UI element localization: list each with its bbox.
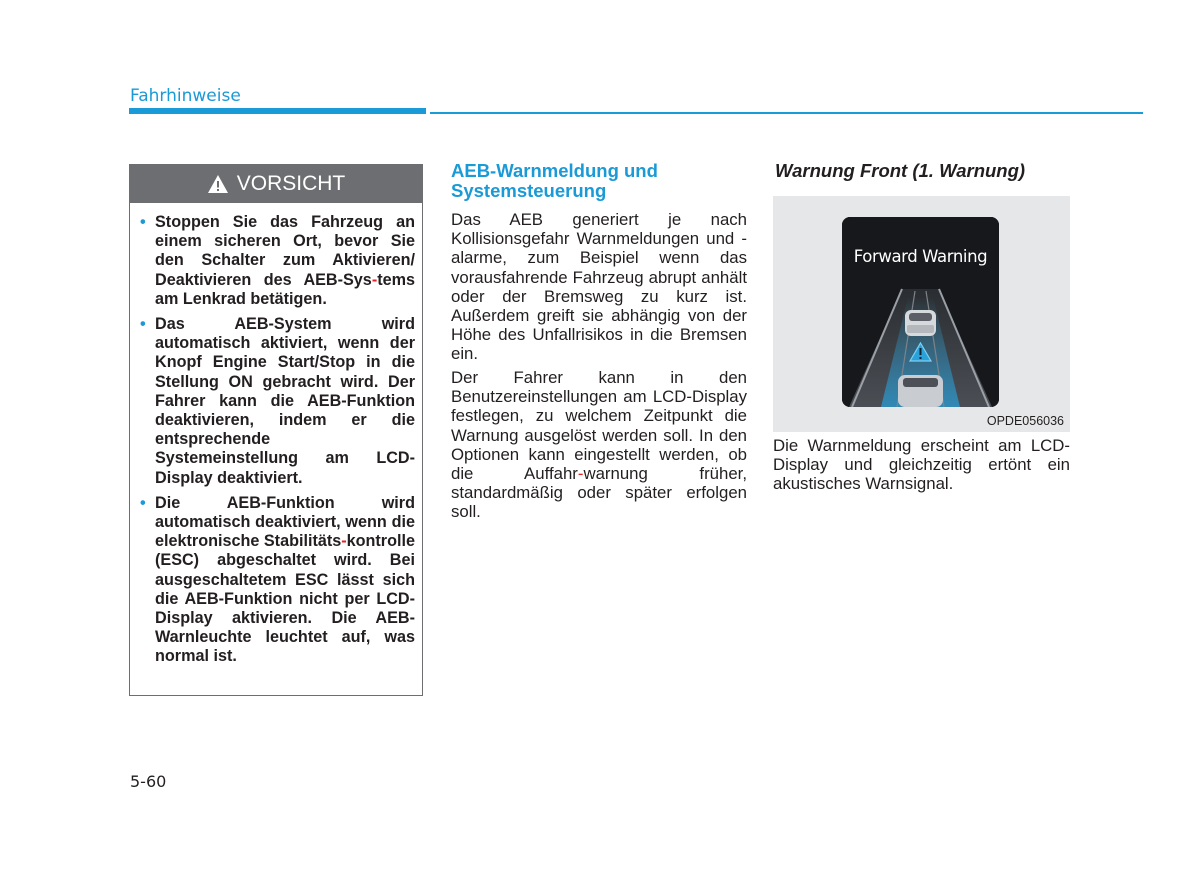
caution-item [140, 494, 415, 667]
warning-triangle-icon [207, 174, 229, 194]
caution-item [140, 315, 415, 488]
paragraph-text-cont: warnung früher, standardmäßig oder später erfolgen soll. [451, 464, 748, 522]
section-heading-line1: AEB-Warnmeldung und [451, 160, 658, 181]
caution-item-text: Das AEB-System wird automatisch aktiviert, wenn der Knopf Engine Start/Stop in die Stellung ON gebracht wird. Der Fahrer kann die AEB-Funktion deaktivieren, indem er die entsprechende Systemeinstellung am LCD-Display deaktiviert. [155, 315, 415, 487]
lcd-title: Forward Warning [853, 247, 988, 266]
caution-box [129, 164, 423, 696]
caution-item-text: Stoppen Sie das Fahrzeug an einem sicheren Ort, bevor Sie den Schalter zum Aktivieren/ Deaktivieren des AEB-Sys [155, 213, 415, 289]
bullet: • [140, 493, 146, 512]
header-rule-thin [430, 112, 1143, 114]
paragraph-warning-message: Die Warnmeldung erscheint am LCD-Display und gleichzeitig ertönt ein akustisches Warnsignal. [773, 436, 1070, 494]
paragraph-aeb-description: Das AEB generiert je nach Kollisionsgefahr Warnmeldungen und -alarme, zum Beispiel wenn das vorausfahrende Fahrzeug abrupt anhält oder der Bremsweg zu kurz ist. Außerdem greift sie abhängig von der Höhe des Unfallrisikos in die Bremsen ein. [451, 210, 747, 364]
hyphen-mark: - [341, 532, 347, 551]
caution-title: VORSICHT [236, 172, 346, 195]
caution-item-text-cont: kontrolle (ESC) abgeschaltet wird. Bei ausgeschaltetem ESC lässt sich die AEB-Funktion nicht per LCD-Display aktivieren. Die AEB-Warnleuchte leuchtet auf, was normal ist. [155, 532, 415, 666]
subsection-heading: Warnung Front (1. Warnung) [775, 160, 1026, 181]
lcd-display [842, 217, 999, 407]
road-scene-illustration [842, 217, 999, 407]
caution-header [130, 165, 422, 203]
caution-item-text: Die AEB-Funktion wird automatisch deaktiviert, wenn die elektronische Stabilitäts [155, 493, 415, 551]
section-heading-line2: Systemsteuerung [451, 180, 607, 201]
hyphen-mark: - [577, 464, 584, 484]
section-title: Fahrhinweise [130, 86, 241, 106]
header-rule-thick [129, 108, 426, 114]
caution-item-text-cont: tems am Lenkrad betätigen. [155, 270, 415, 308]
bullet: • [140, 315, 146, 334]
section-heading [451, 161, 751, 201]
caution-list [140, 213, 415, 673]
bullet: • [140, 213, 146, 231]
hyphen-mark: - [371, 270, 378, 289]
caution-item [140, 213, 415, 309]
paragraph-text: Der Fahrer kann in den Benutzereinstellungen am LCD-Display festlegen, zu welchem Zeitpunkt die Warnung ausgelöst werden soll. In den Optionen kann eingestellt werden, ob die Auffahr [451, 368, 747, 484]
paragraph-warning-timing [451, 368, 747, 522]
lcd-figure [773, 196, 1070, 432]
page-number: 5-60 [130, 772, 167, 791]
figure-code: OPDE056036 [986, 414, 1064, 428]
